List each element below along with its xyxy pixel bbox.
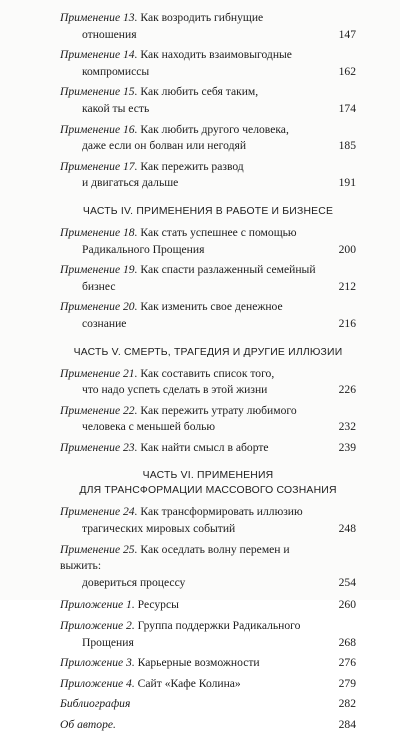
toc-page-number: 174 — [338, 101, 356, 115]
toc-entry-label: Применение 15. — [60, 85, 138, 99]
toc-entry-title-cont: компромиссы — [82, 64, 150, 78]
toc-page-number: 248 — [338, 522, 356, 536]
toc-entry-label: Применение 19. — [60, 263, 138, 277]
toc-entry-title-cont: Прощения — [82, 635, 134, 649]
toc-entry-label: Применение 23. — [60, 440, 138, 454]
toc-page-number: 226 — [338, 383, 356, 397]
table-of-contents — [60, 10, 356, 734]
toc-page-number: 254 — [338, 575, 356, 589]
toc-entry — [60, 618, 356, 651]
toc-entry-label: Применение 18. — [60, 225, 138, 239]
toc-entry-title-cont: какой ты есть — [82, 101, 150, 115]
toc-entry-title: Сайт «Кафе Колина» — [137, 676, 241, 690]
toc-entry-title-cont: трагических мировых событий — [82, 522, 236, 536]
section-title: ЧАСТЬ V. СМЕРТЬ, ТРАГЕДИЯ И ДРУГИЕ ИЛЛЮЗИИ — [73, 346, 343, 358]
toc-entry-title: Как любить себя таким, — [140, 85, 259, 99]
toc-entry-label: Приложение 2. — [60, 619, 135, 633]
toc-entry-label: Приложение 1. — [60, 598, 135, 612]
toc-page-number: 260 — [338, 598, 356, 612]
toc-entry — [60, 440, 356, 457]
toc-entry — [60, 225, 356, 258]
toc-page-number: 232 — [338, 420, 356, 434]
toc-entry-title: Как любить другого человека, — [140, 122, 289, 136]
section-title: ЧАСТЬ IV. ПРИМЕНЕНИЯ В РАБОТЕ И БИЗНЕСЕ — [82, 205, 334, 217]
toc-entry — [60, 504, 356, 537]
toc-entry-label: Применение 24. — [60, 505, 138, 519]
toc-page-number: 147 — [338, 27, 356, 41]
toc-page-number: 200 — [338, 242, 356, 256]
toc-entry — [60, 403, 356, 436]
toc-entry — [60, 542, 356, 592]
toc-entry-title: Как возродить гибнущие — [140, 11, 264, 24]
toc-entry-label: Приложение 4. — [60, 676, 135, 690]
toc-entry — [60, 47, 356, 80]
toc-entry-title: Как пережить развод — [140, 159, 244, 173]
toc-entry-title: Карьерные возможности — [137, 656, 260, 670]
toc-page-number: 239 — [338, 440, 356, 454]
section-title: ЧАСТЬ VI. ПРИМЕНЕНИЯ — [142, 470, 274, 482]
toc-entry-title-cont: сознание — [82, 316, 127, 330]
toc-page-number: 212 — [338, 279, 356, 293]
toc-page-number: 276 — [338, 656, 356, 670]
toc-entry-label: Применение 20. — [60, 300, 138, 314]
toc-entry-title-cont: человека с меньшей болью — [82, 420, 216, 434]
toc-entry-label: Применение 14. — [60, 48, 138, 62]
toc-page-number: 162 — [338, 64, 356, 78]
section-heading — [60, 345, 356, 360]
toc-entry — [60, 676, 356, 693]
section-heading — [60, 204, 356, 219]
toc-entry — [60, 696, 356, 713]
toc-entry-title: Ресурсы — [137, 598, 179, 612]
toc-entry-label: Применение 22. — [60, 403, 138, 417]
toc-entry-title: Как находить взаимовыгодные — [140, 48, 292, 62]
toc-page-number: 191 — [338, 176, 356, 190]
toc-entry — [60, 122, 356, 155]
toc-entry-title-cont: бизнес — [82, 279, 116, 293]
toc-entry-label: Применение 25. — [60, 542, 138, 556]
toc-entry-title: Как изменить свое денежное — [140, 300, 283, 314]
toc-page-number: 216 — [338, 316, 356, 330]
toc-page-number: 282 — [338, 697, 356, 711]
toc-entry-label: Применение 21. — [60, 366, 138, 380]
toc-entry-title: Как составить список того, — [140, 366, 275, 380]
toc-entry-title: Как спасти разлаженный семейный — [140, 263, 316, 277]
toc-entry-title-cont: довериться процессу — [82, 575, 186, 589]
toc-entry-title: Как оседлать волну перемен и выжить: — [60, 542, 290, 573]
toc-entry-title-cont: Радикального Прощения — [82, 242, 205, 256]
toc-entry-label: Об авторе. — [60, 718, 116, 731]
toc-entry — [60, 366, 356, 399]
toc-entry-title: Как стать успешнее с помощью — [140, 225, 297, 239]
toc-entry-title: Как найти смысл в аборте — [140, 440, 269, 454]
toc-entry-label: Приложение 3. — [60, 656, 135, 670]
section-heading — [60, 468, 356, 498]
toc-entry-label: Применение 17. — [60, 159, 138, 173]
toc-entry — [60, 159, 356, 192]
toc-entry — [60, 299, 356, 332]
toc-page-number: 284 — [338, 718, 356, 731]
toc-entry-title: Группа поддержки Радикального — [137, 619, 301, 633]
toc-entry-title: Как пережить утрату любимого — [140, 403, 297, 417]
toc-entry — [60, 717, 356, 734]
toc-entry-title: Как трансформировать иллюзию — [140, 505, 303, 519]
toc-entry-label: Применение 13. — [60, 11, 138, 24]
toc-entry-label: Библиография — [60, 697, 131, 711]
toc-entry — [60, 262, 356, 295]
toc-page-number: 279 — [338, 676, 356, 690]
toc-page-number: 268 — [338, 635, 356, 649]
toc-entry-title-cont: даже если он болван или негодяй — [82, 139, 247, 153]
toc-entry-title-cont: отношения — [82, 27, 137, 41]
section-title-cont: ДЛЯ ТРАНСФОРМАЦИИ МАССОВОГО СОЗНАНИЯ — [79, 485, 337, 497]
toc-entry-title-cont: и двигаться дальше — [82, 176, 179, 190]
toc-entry — [60, 84, 356, 117]
toc-entry-label: Применение 16. — [60, 122, 138, 136]
toc-entry — [60, 655, 356, 672]
toc-entry — [60, 10, 356, 43]
toc-entry-title-cont: что надо успеть сделать в этой жизни — [82, 383, 268, 397]
toc-page-number: 185 — [338, 139, 356, 153]
